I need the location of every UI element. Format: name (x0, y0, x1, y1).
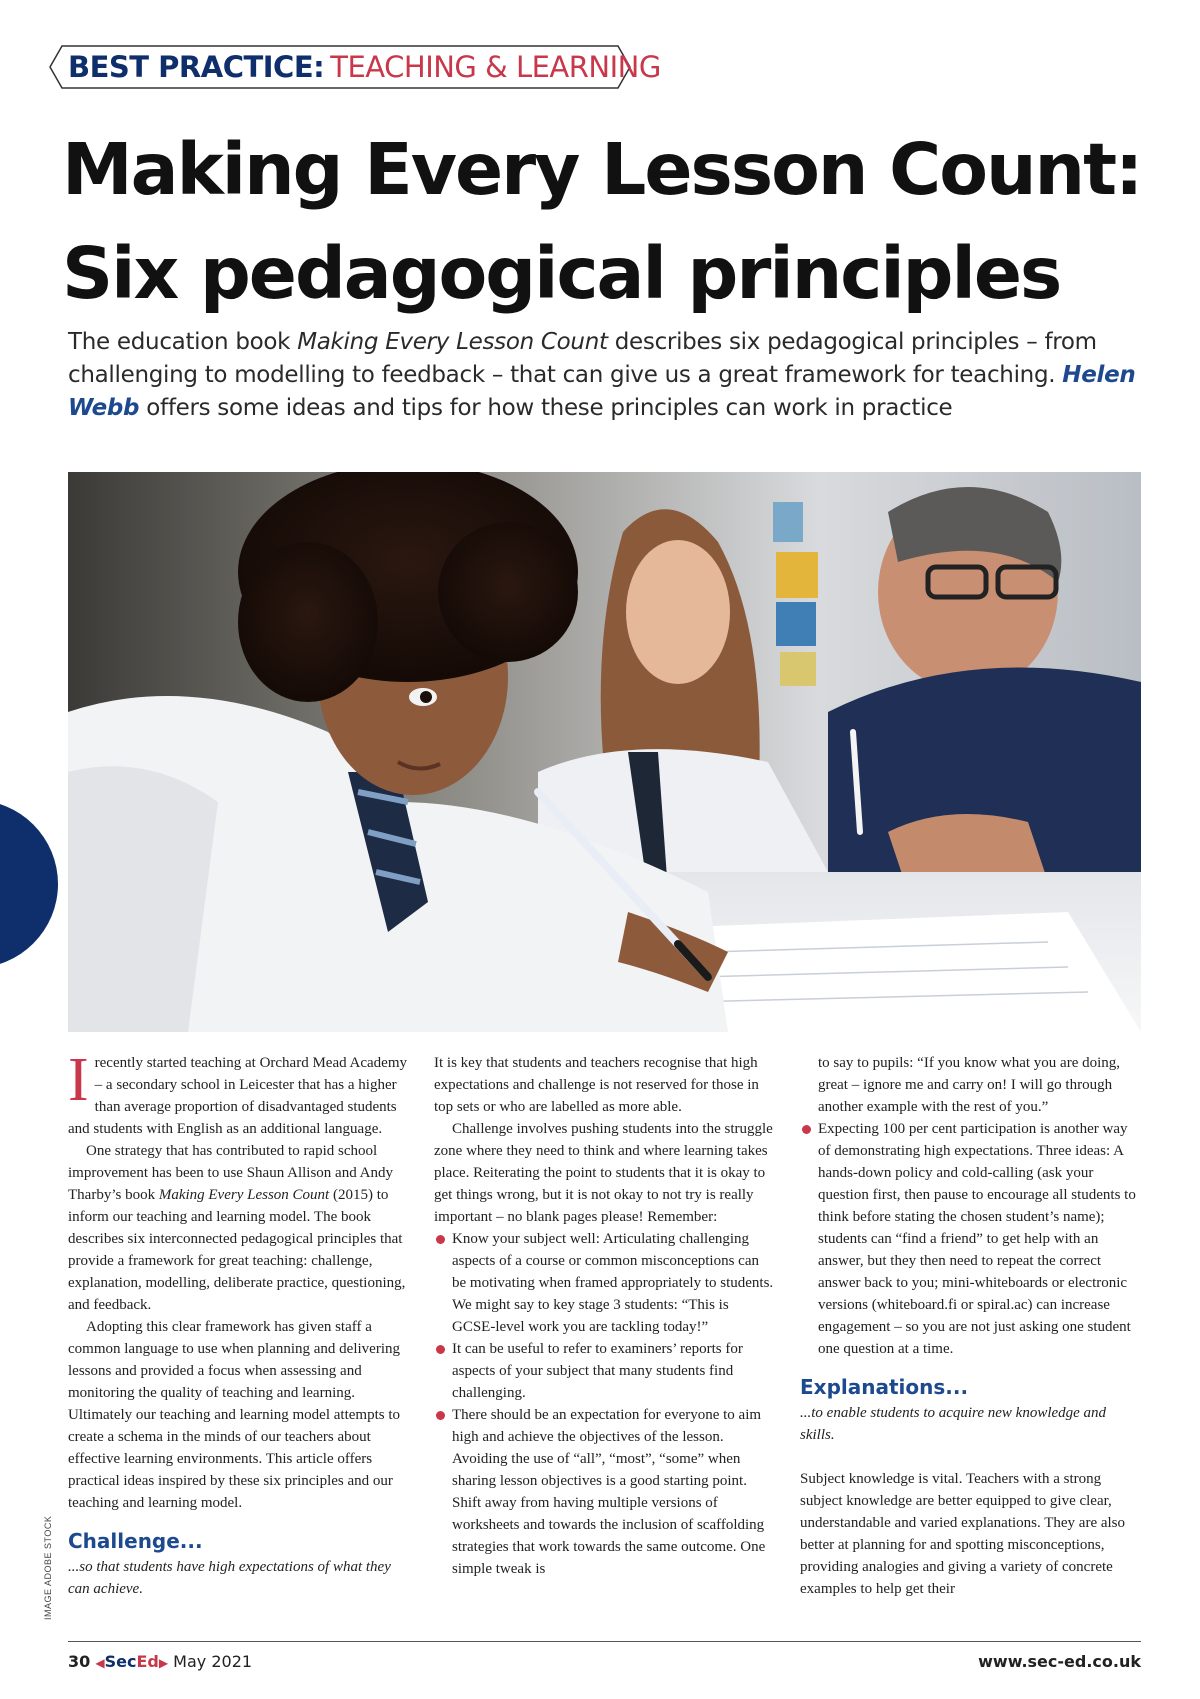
intro-paragraph (68, 1046, 408, 1140)
intro-text: recently started teaching at Orchard Mead Academy – a secondary school in Leicester that has a higher than average proportion of disadvantaged students and students with English as an additional language. (68, 1055, 408, 1137)
bullet-item: It can be useful to refer to examiners’ reports for aspects of your subject that many students find challenging. (434, 1338, 774, 1404)
bullet-item: Expecting 100 per cent participation is another way of demonstrating high expectations. Three ideas: A hands-down policy and cold-calling (ask your question first, then pause to encourage all students to think before stating the chosen student’s name); students can “find a friend” to get help with an answer, but they then need to repeat the correct answer back to you; mini-whiteboards or electronic versions (whiteboard.fi or spiral.ac) can increase engagement – so you are not just asking one student one question at a time. (800, 1118, 1140, 1360)
book-title: Making Every Lesson Count (158, 1187, 330, 1203)
bullet-continuation: to say to pupils: “If you know what you are doing, great – ignore me and carry on! I will go through another example with the rest of you.” (818, 1055, 1121, 1115)
body-paragraph: Adopting this clear framework has given staff a common language to use when planning and delivering lessons and provided a focus when assessing and monitoring the quality of teaching and learning. Ultimately our teaching and learning model attempts to create a schema in the minds of our teachers about effective learning environments. This article offers practical ideas inspired by these six principles and our teaching and learning model. (68, 1319, 400, 1511)
decorative-blue-circle (0, 800, 58, 968)
website-url[interactable]: www.sec-ed.co.uk (978, 1652, 1141, 1671)
classroom-photo-illustration (68, 472, 1141, 1032)
right-arrow-icon: ▶ (158, 1656, 169, 1670)
article-column-3 (800, 1052, 1140, 1600)
standfirst (68, 326, 1168, 425)
page-number: 30 (68, 1652, 91, 1671)
issue-date: May 2021 (173, 1652, 253, 1671)
footer-divider (68, 1641, 1141, 1642)
standfirst-book-title: Making Every Lesson Count (297, 329, 608, 355)
article-column-1 (68, 1046, 408, 1600)
bullet-list (800, 1118, 1140, 1360)
section-heading-challenge: Challenge... (68, 1529, 203, 1553)
body-text: (2015) to inform our teaching and learning model. The book describes six interconnected pedagogical principles that provide a framework for great teaching: challenge, explanation, modelling, deliberate practice, questioning, and feedback. (68, 1187, 406, 1313)
photo-credit: IMAGE ADOBE STOCK (43, 1515, 53, 1620)
section-subheading: ...so that students have high expectations of what they can achieve. (68, 1559, 391, 1597)
article-photo (68, 472, 1141, 1032)
article-column-2 (434, 1052, 774, 1580)
body-paragraph (68, 1140, 408, 1316)
section-subheading: ...to enable students to acquire new knowledge and skills. (800, 1405, 1107, 1443)
banner-category: BEST PRACTICE: (68, 50, 325, 84)
article-title-line2: Six pedagogical principles (62, 232, 1061, 315)
bullet-item: Know your subject well: Articulating challenging aspects of a course or common misconceptions can be motivating when framed appropriately to students. We might say to key stage 3 students: “This is GCSE-level work you are tackling today!” (434, 1228, 774, 1338)
drop-cap: I (68, 1046, 89, 1114)
footer-folio (68, 1651, 252, 1674)
banner-topic: TEACHING & LEARNING (330, 50, 661, 84)
brand-ed: Ed (136, 1652, 159, 1671)
body-paragraph: Subject knowledge is vital. Teachers with a strong subject knowledge are better equipped to give clear, understandable and varied explanations. They are also better at planning for and spotting misconceptions, providing analogies and giving a variety of concrete examples to help get their (800, 1471, 1126, 1597)
author-name: Helen Webb (68, 362, 1136, 421)
standfirst-text-2: describes six pedagogical principles – from challenging to modelling to feedback – that can give us a great framework for teaching. (68, 329, 1097, 388)
bullet-item: There should be an expectation for everyone to aim high and achieve the objectives of the lesson. Avoiding the use of “all”, “most”, “some” when sharing lesson objectives is a good starting point. Shift away from having multiple versions of worksheets and towards the inclusion of scaffolding strategies that work towards the same outcome. One simple tweak is (434, 1404, 774, 1580)
bullet-list (434, 1228, 774, 1580)
body-paragraph: Challenge involves pushing students into the struggle zone where they need to think and where learning takes place. Reiterating the point to students that it is okay to get things wrong, but it is not okay to not try is really important – no blank pages please! Remember: (434, 1121, 773, 1225)
body-paragraph: It is key that students and teachers recognise that high expectations and challenge is not reserved for those in top sets or who are labelled as more able. (434, 1055, 759, 1115)
left-arrow-icon: ◀ (95, 1656, 105, 1670)
standfirst-text-3: offers some ideas and tips for how these principles can work in practice (139, 395, 953, 421)
section-banner (48, 44, 661, 90)
article-title-line1: Making Every Lesson Count: (62, 128, 1142, 211)
standfirst-text-1: The education book (68, 329, 298, 355)
section-heading-explanations: Explanations... (800, 1375, 969, 1399)
body-text: One strategy that has contributed to rapid school improvement has been to use Shaun Allison and Andy Tharby’s book (68, 1143, 393, 1203)
brand-sec: Sec (104, 1652, 137, 1671)
article-title (62, 118, 1172, 326)
